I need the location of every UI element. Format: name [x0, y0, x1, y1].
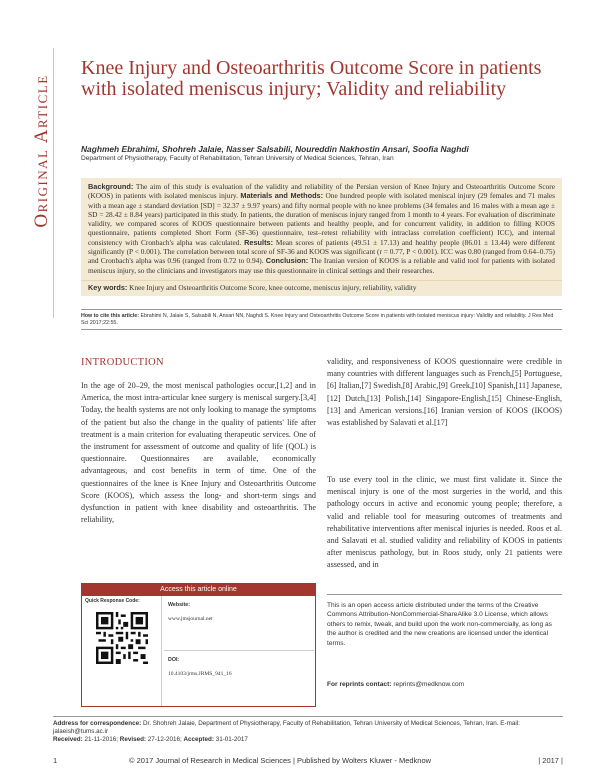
received-label: Received: [53, 736, 83, 744]
how-to-cite [81, 309, 562, 330]
doi-area [164, 651, 314, 706]
doi-label: DOI: [168, 657, 180, 663]
author-list: Naghmeh Ebrahimi, Shohreh Jalaie, Nasser Salsabili, Noureddin Nakhostin Ansari, Soofia Naghdi [81, 144, 469, 154]
website-link[interactable]: www.jmsjournal.net [168, 616, 213, 622]
abstract-conclusion-label: Conclusion: [265, 256, 309, 266]
abstract-background-label: Background: [88, 182, 134, 191]
intro-paragraph: validity, and responsiveness of KOOS questionnaire were credible in many countries with different languages such as French,[5] Portuguese,[6] Italian,[7] Swedish,[8] Arabic,[9] Greek,[10] Spanish,[11] Japanese,[12] Dutch,[13] Polish,[14] Singapore-English,[15] Chinese-English,[13] and American versions.[16] Iranian version of KOOS (IKOOS) was established by Salavati et al.[17] [327, 357, 562, 428]
correspondence-label: Address for correspondence: [53, 720, 142, 727]
abstract-conclusion: The Iranian version of KOOS is a reliable and valid tool for patients with isolated meniscus injury, so the clinicians and investigators may use this questionnaire in clinical settings and their researches. [88, 256, 555, 275]
section-heading-introduction: INTRODUCTION [81, 357, 164, 368]
qr-code-icon[interactable] [96, 612, 148, 664]
doi-link[interactable]: 10.4103/jrms.JRMS_941_16 [168, 671, 232, 677]
intro-paragraph: To use every tool in the clinic, we must first validate it. Since the meniscal injury is one of the most surgeries in the world, and this pathology occurs in active and economic young people; therefore, a valid and reliable tool for measuring outcomes of treatments and rehabilitative interventions after meniscal injuries is needed. Roos et al. and Salavati et al. studied validity and reliability of KOOS in patients after meniscus pathology, but in Roos study, only 21 patients were assessed, and in [327, 475, 562, 570]
article-type-label: Original Article [31, 74, 52, 228]
website-area [164, 596, 314, 651]
qr-label: Quick Response Code: [85, 598, 140, 604]
cite-label: How to cite this article: [81, 313, 139, 319]
accepted-label: Accepted: [183, 736, 214, 744]
revised-date: 27-12-2016; [147, 736, 182, 744]
footer-copyright: © 2017 Journal of Research in Medical Sciences | Published by Wolters Kluwer - Medknow [129, 756, 432, 765]
footer-year: | 2017 | [538, 756, 563, 765]
reprint-label: For reprints contact: [327, 681, 392, 688]
keywords: Knee Injury and Osteoarthritis Outcome Score, knee outcome, meniscus injury, reliability, validity [129, 283, 417, 292]
side-divider [53, 48, 54, 318]
correspondence-text: Dr. Shohreh Jalaie, Department of Physiotherapy, Faculty of Rehabilitation, Tehran University of Medical Sciences, Tehran, Iran. E-mail: jalaeish@tums.ac.ir [53, 720, 520, 736]
abstract-background: The aim of this study is evaluation of the validity and reliability of the Persian version of Knee Injury and Osteoarthritis Outcome Score (KOOS) in patients with isolated meniscus injury. [88, 182, 555, 201]
intro-right-column-top [327, 356, 562, 437]
author-affiliation: Department of Physiotherapy, Faculty of Rehabilitation, Tehran University of Medical Sciences, Tehran, Iran [81, 155, 394, 162]
keywords-box [81, 280, 562, 296]
reprint-contact [327, 681, 562, 688]
intro-right-column-bottom [327, 474, 562, 580]
abstract-results-label: Results: [244, 237, 274, 247]
abstract-methods: One hundred people with isolated meniscal injury (29 females and 71 males with a mean age ± standard deviation [SD] = 32.37 ± 9.97 years) and fifty normal people with no knee problems (34 females and 16 males with a mean age ± SD = 28.42 ± 8.84 years) participated in this study. In patients, the duration of meniscus injury ranged from 1 month to 4 years. For evaluation of discriminate validity, we compared scores of KOOS questionnaire between patients and healthy people, and for concurrent validity, in addition to filling KOOS questionnaire, patients completed Short Form (SF-36) questionnaire, test–retest reliability with intraclass correlation coefficient) ICC), and internal consistency with Cronbach's alpha was calculated. [88, 191, 555, 247]
website-label: Website: [168, 602, 190, 608]
keywords-label: Key words: [88, 283, 128, 292]
reprint-email[interactable]: reprints@medknow.com [393, 681, 465, 688]
cite-text: Ebrahimi N, Jalaie S, Salsabili N, Ansari NN, Naghdi S. Knee Injury and Osteoarthritis Outcome Score in patients with isolated meniscus injury: Validity and reliability. J Res Med Sci 2017;22:55. [81, 313, 554, 326]
accepted-date: 31-01-2017 [215, 736, 248, 744]
page-number: 1 [53, 756, 58, 765]
access-article-box [81, 583, 316, 707]
article-title: Knee Injury and Osteoarthritis Outcome Score in patients with isolated meniscus injury; Validity and reliability [81, 57, 542, 100]
abstract-results: Mean scores of patients (49.51 ± 17.13) and healthy people (86.01 ± 13.44) were different significantly (P < 0.001). The correlation between total score of SF-36 and KOOS was significant (r = 0.77, P < 0.001). ICC was 0.80 (ranged from 0.64–0.75) and Cronbach's alpha was 0.96 (ranged from 0.72 to 0.94). [88, 237, 555, 266]
received-date: 21-11-2016; [84, 736, 119, 744]
intro-paragraph: In the age of 20–29, the most meniscal pathologies occur,[1,2] and in America, the most intra-articular knee surgery is meniscal surgery.[3,4] Today, the health systems are not only looking to manage the symptoms of the patient but also the change in the quality of patients' life after treatment is a main criterion for evaluating therapeutic services. One of the instrument for assessment of outcome and quality of life (QOL) is questionnaire. Questionnaires are available, economically advantageous, and cost benefits in term of time. One of the questionnaires of the knee is Knee Injury and Osteoarthritis Outcome Score (KOOS), which assess the long- and short-term sings and dysfunction in patient with knee disability and osteoarthritis. The reliability, [81, 381, 316, 525]
qr-area [82, 596, 162, 706]
access-header: Access this article online [82, 584, 315, 596]
abstract-methods-label: Materials and Methods: [240, 191, 324, 201]
dates-line [53, 736, 563, 744]
abstract-box [81, 178, 562, 296]
correspondence-block [53, 716, 563, 745]
page-footer [53, 756, 563, 768]
license-notice: This is an open access article distributed under the terms of the Creative Commons Attribution-NonCommercial-ShareAlike 3.0 License, which allows others to remix, tweak, and build upon the work non-commercially, as long as the author is credited and the new creations are licensed under the identical terms. [327, 594, 562, 674]
intro-left-column [81, 380, 316, 534]
revised-label: Revised: [119, 736, 147, 744]
